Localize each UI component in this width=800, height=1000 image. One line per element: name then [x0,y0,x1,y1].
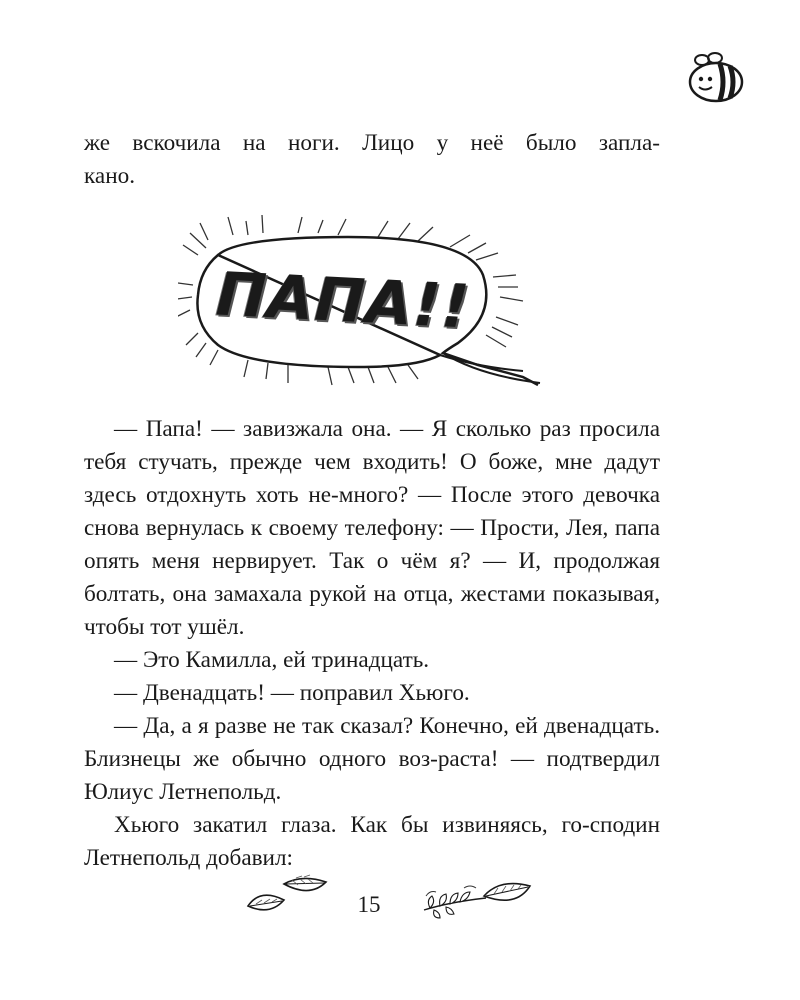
speech-bubble [178,215,556,387]
page-number: 15 [357,892,381,917]
paragraph: — Это Камилла, ей тринадцать. [114,647,430,673]
main-text [84,413,660,875]
top-text-line: же вскочила на ноги. Лицо у неё было запла- [84,130,660,156]
top-text-line: кано. [84,163,136,189]
paragraph: Хьюго закатил глаза. Как бы извиняясь, го-сподин Летнепольд добавил: [84,812,660,871]
top-text [84,127,660,193]
paragraph: — Да, а я разве не так сказал? Конечно, ей двенадцать. Близнецы же обычно одного воз-раста! — подтвердил Юлиус Летнепольд. [84,713,660,805]
bubble-text: ПАПА!! [214,259,472,343]
paragraph: — Папа! — завизжала она. — Я сколько раз просила тебя стучать, прежде чем входить! О боже, мне дадут здесь отдохнуть хоть не-много? — После этого девочка снова вернулась к своему телефону: — Прости, Лея, папа опять меня нервирует. Так о чём я? — И, продолжая болтать, она замахала рукой на отца, жестами показывая, чтобы тот ушёл. [84,416,660,640]
bee-icon [686,52,744,104]
paragraph: — Двенадцать! — поправил Хьюго. [114,680,470,706]
leaves-branch-icon [420,876,532,920]
leaves-icon [240,870,330,920]
